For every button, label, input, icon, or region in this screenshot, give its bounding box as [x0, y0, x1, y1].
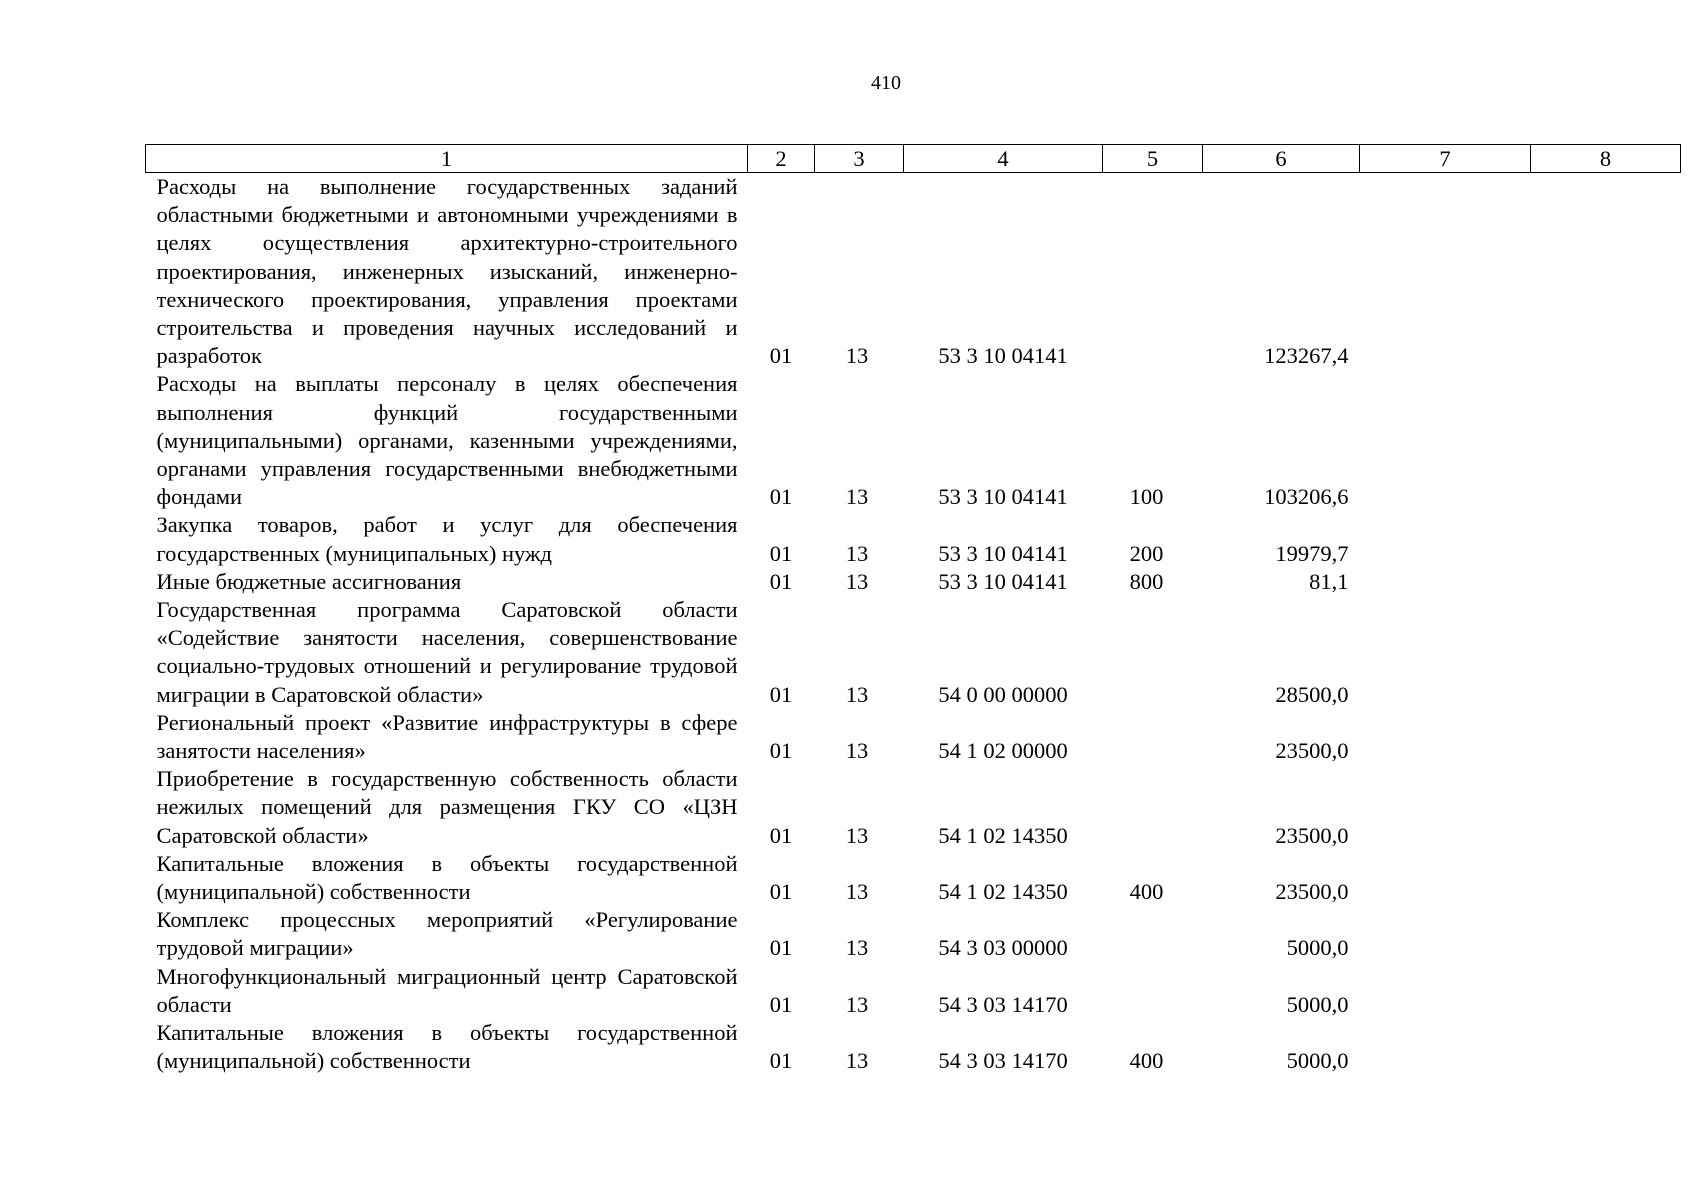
row-col-8 [1531, 173, 1681, 371]
row-section: 01 [769, 540, 793, 566]
row-col-7 [1360, 963, 1531, 1019]
header-col-5: 5 [1103, 145, 1203, 173]
row-subsection: 13 [845, 738, 869, 764]
table-row [146, 511, 1681, 567]
row-target-article: 53 3 10 04141 [938, 568, 1068, 594]
table-row [146, 1019, 1681, 1075]
header-col-8: 8 [1531, 145, 1681, 173]
row-expense-kind: 100 [1129, 484, 1164, 510]
row-expense-kind [1103, 709, 1203, 765]
header-col-2: 2 [748, 145, 815, 173]
table-row [146, 850, 1681, 906]
row-expense-kind [1103, 906, 1203, 962]
row-col-7 [1360, 765, 1531, 850]
row-col-7 [1360, 906, 1531, 962]
row-section: 01 [769, 568, 793, 594]
table-row [146, 370, 1681, 511]
header-row [146, 145, 1681, 173]
row-section: 01 [769, 1048, 793, 1074]
row-name: Региональный проект «Развитие инфраструктуры в сфере занятости населения» [156, 709, 738, 764]
row-col-7 [1360, 596, 1531, 709]
header-col-7: 7 [1360, 145, 1531, 173]
row-col-7 [1360, 1019, 1531, 1075]
row-amount: 19979,7 [1275, 540, 1349, 566]
row-amount: 23500,0 [1275, 822, 1349, 848]
row-expense-kind: 200 [1129, 540, 1164, 566]
row-col-8 [1531, 850, 1681, 906]
row-target-article: 54 1 02 14350 [938, 879, 1068, 905]
row-expense-kind: 400 [1129, 1048, 1164, 1074]
row-amount: 28500,0 [1275, 681, 1349, 707]
row-section: 01 [769, 879, 793, 905]
row-section: 01 [769, 484, 793, 510]
row-col-7 [1360, 709, 1531, 765]
row-subsection: 13 [845, 879, 869, 905]
row-name: Приобретение в государственную собственность области нежилых помещений для размещения ГКУ СО «ЦЗН Саратовской области» [156, 766, 738, 848]
row-target-article: 53 3 10 04141 [938, 343, 1068, 369]
row-name: Расходы на выполнение государственных заданий областными бюджетными и автономными учреждениями в целях осуществления архитектурно-строительного проектирования, инженерных изысканий, инженерно-технического проектирования, управления проектами строительства и проведения научных исследований и разработок [156, 174, 738, 369]
table-row [146, 963, 1681, 1019]
row-name: Многофункциональный миграционный центр Саратовской области [156, 963, 738, 1017]
row-col-7 [1360, 568, 1531, 596]
row-amount: 5000,0 [1286, 935, 1349, 961]
row-name: Комплекс процессных мероприятий «Регулирование трудовой миграции» [156, 907, 738, 961]
row-section: 01 [769, 343, 793, 369]
row-col-8 [1531, 963, 1681, 1019]
row-amount: 5000,0 [1286, 1048, 1349, 1074]
table-row [146, 568, 1681, 596]
row-target-article: 53 3 10 04141 [938, 484, 1068, 510]
row-section: 01 [769, 822, 793, 848]
row-subsection: 13 [845, 343, 869, 369]
table-row [146, 906, 1681, 962]
row-expense-kind: 400 [1129, 879, 1164, 905]
row-expense-kind [1103, 596, 1203, 709]
row-amount: 23500,0 [1275, 879, 1349, 905]
row-col-8 [1531, 511, 1681, 567]
header-col-4: 4 [904, 145, 1103, 173]
row-target-article: 54 1 02 14350 [938, 822, 1068, 848]
row-subsection: 13 [845, 484, 869, 510]
budget-table [145, 144, 1681, 1076]
row-col-8 [1531, 765, 1681, 850]
row-name: Иные бюджетные ассигнования [156, 568, 462, 594]
row-amount: 23500,0 [1275, 738, 1349, 764]
page-number: 410 [871, 72, 901, 94]
row-amount: 5000,0 [1286, 991, 1349, 1017]
row-name: Закупка товаров, работ и услуг для обеспечения государственных (муниципальных) нужд [156, 512, 738, 566]
row-col-8 [1531, 1019, 1681, 1075]
row-name: Капитальные вложения в объекты государственной (муниципальной) собственности [156, 1020, 738, 1074]
row-col-8 [1531, 568, 1681, 596]
row-name: Государственная программа Саратовской области «Содействие занятости населения, совершенствование социально-трудовых отношений и регулирование трудовой миграции в Саратовской области» [156, 597, 738, 707]
row-subsection: 13 [845, 540, 869, 566]
row-target-article: 54 3 03 14170 [938, 991, 1068, 1017]
row-section: 01 [769, 738, 793, 764]
row-target-article: 54 3 03 00000 [938, 935, 1068, 961]
row-expense-kind: 800 [1129, 568, 1164, 594]
row-section: 01 [769, 935, 793, 961]
row-expense-kind [1103, 173, 1203, 371]
row-expense-kind [1103, 765, 1203, 850]
row-amount: 103206,6 [1264, 484, 1349, 510]
row-target-article: 54 0 00 00000 [938, 681, 1068, 707]
row-amount: 123267,4 [1264, 343, 1349, 369]
row-target-article: 54 3 03 14170 [938, 1048, 1068, 1074]
header-col-3: 3 [815, 145, 904, 173]
row-col-7 [1360, 850, 1531, 906]
row-col-8 [1531, 709, 1681, 765]
header-col-1: 1 [146, 145, 748, 173]
row-subsection: 13 [845, 568, 869, 594]
table-row [146, 709, 1681, 765]
row-name: Расходы на выплаты персоналу в целях обеспечения выполнения функций государственными (муниципальными) органами, казенными учреждениями, органами управления государственными внебюджетными фондами [156, 371, 738, 510]
row-col-7 [1360, 511, 1531, 567]
table-header [146, 145, 1681, 173]
row-target-article: 53 3 10 04141 [938, 540, 1068, 566]
table-body [146, 173, 1681, 1076]
row-subsection: 13 [845, 822, 869, 848]
table-row [146, 596, 1681, 709]
row-col-8 [1531, 906, 1681, 962]
row-subsection: 13 [845, 681, 869, 707]
row-col-7 [1360, 370, 1531, 511]
row-amount: 81,1 [1309, 568, 1349, 594]
row-subsection: 13 [845, 1048, 869, 1074]
row-subsection: 13 [845, 935, 869, 961]
row-section: 01 [769, 681, 793, 707]
table-row [146, 765, 1681, 850]
table-row [146, 173, 1681, 371]
row-col-8 [1531, 370, 1681, 511]
row-expense-kind [1103, 963, 1203, 1019]
row-col-8 [1531, 596, 1681, 709]
row-subsection: 13 [845, 991, 869, 1017]
budget-table-container [145, 144, 1680, 1076]
row-section: 01 [769, 991, 793, 1017]
row-target-article: 54 1 02 00000 [938, 738, 1068, 764]
row-col-7 [1360, 173, 1531, 371]
header-col-6: 6 [1203, 145, 1360, 173]
row-name: Капитальные вложения в объекты государственной (муниципальной) собственности [156, 850, 738, 905]
